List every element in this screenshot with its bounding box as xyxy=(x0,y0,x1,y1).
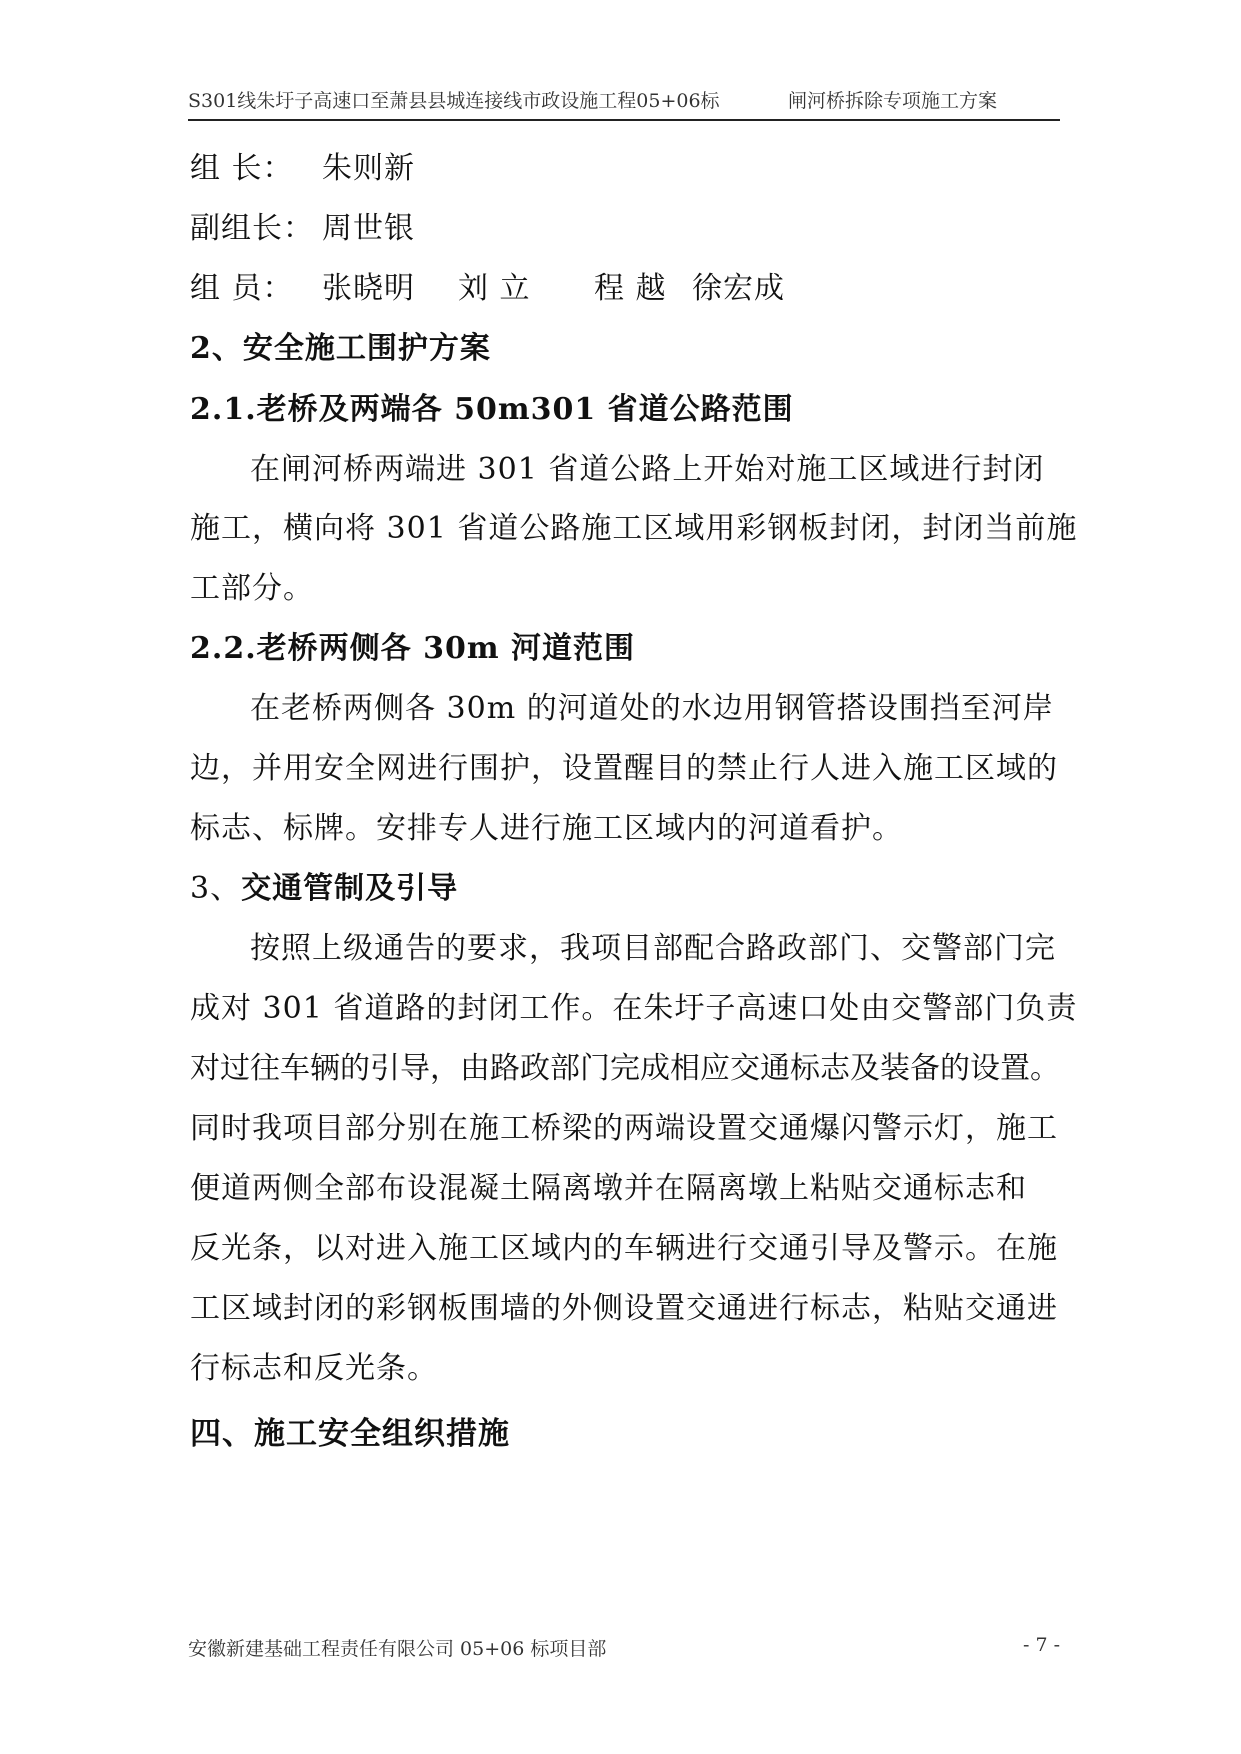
footer-company: 安徽新建基础工程责任有限公司 05+06 标项目部 xyxy=(188,1638,607,1660)
paragraph-line: 便道两侧全部布设混凝土隔离墩并在隔离墩上粘贴交通标志和 xyxy=(190,1171,1027,1206)
team-member: 徐宏成 xyxy=(692,271,785,306)
paragraph-line: 工区域封闭的彩钢板围墙的外侧设置交通进行标志，粘贴交通进 xyxy=(190,1291,1058,1326)
paragraph-line: 在闸河桥两端进 301 省道公路上开始对施工区域进行封闭 xyxy=(250,452,1045,487)
paragraph-line: 反光条，以对进入施工区域内的车辆进行交通引导及警示。在施 xyxy=(190,1231,1058,1266)
paragraph-line: 在老桥两侧各 30m 的河道处的水边用钢管搭设围挡至河岸 xyxy=(250,691,1054,726)
paragraph-line: 工部分。 xyxy=(190,571,314,606)
paragraph-line: 成对 301 省道路的封闭工作。在朱圩子高速口处由交警部门负责 xyxy=(190,991,1078,1026)
section-3-number: 3、 xyxy=(190,871,242,906)
section-2-title: 2、安全施工围护方案 xyxy=(190,331,491,366)
team-role-label: 组 长： xyxy=(190,151,294,186)
team-member: 张晓明 xyxy=(322,271,415,306)
team-member: 刘 立 xyxy=(458,271,531,306)
section-4-title: 四、施工安全组织措施 xyxy=(190,1416,510,1452)
team-member: 周世银 xyxy=(322,211,415,246)
section-2-2-title: 2.2.老桥两侧各 30m 河道范围 xyxy=(190,631,636,666)
paragraph-line: 行标志和反光条。 xyxy=(190,1351,438,1386)
paragraph-line: 标志、标牌。安排专人进行施工区域内的河道看护。 xyxy=(190,811,903,846)
team-member: 程 越 xyxy=(594,271,667,306)
section-3-heading: 交通管制及引导 xyxy=(241,871,459,906)
section-3-title xyxy=(190,863,458,907)
paragraph-line: 对过往车辆的引导，由路政部门完成相应交通标志及装备的设置。 xyxy=(190,1051,1060,1086)
team-role-label: 副组长： xyxy=(190,211,314,246)
team-role-label: 组 员： xyxy=(190,271,294,306)
paragraph-line: 按照上级通告的要求，我项目部配合路政部门、交警部门完 xyxy=(250,931,1056,966)
header-project-title: S301线朱圩子高速口至萧县县城连接线市政设施工程05+06标 xyxy=(188,90,720,112)
header-divider xyxy=(188,119,1060,121)
paragraph-line: 施工，横向将 301 省道公路施工区域用彩钢板封闭，封闭当前施 xyxy=(190,511,1078,546)
section-2-1-title: 2.1.老桥及两端各 50m301 省道公路范围 xyxy=(190,392,794,427)
paragraph-line: 同时我项目部分别在施工桥梁的两端设置交通爆闪警示灯，施工 xyxy=(190,1111,1058,1146)
paragraph-line: 边，并用安全网进行围护，设置醒目的禁止行人进入施工区域的 xyxy=(190,751,1058,786)
team-member: 朱则新 xyxy=(322,151,415,186)
header-document-title: 闸河桥拆除专项施工方案 xyxy=(788,90,998,112)
page-number: - 7 - xyxy=(1022,1634,1060,1656)
